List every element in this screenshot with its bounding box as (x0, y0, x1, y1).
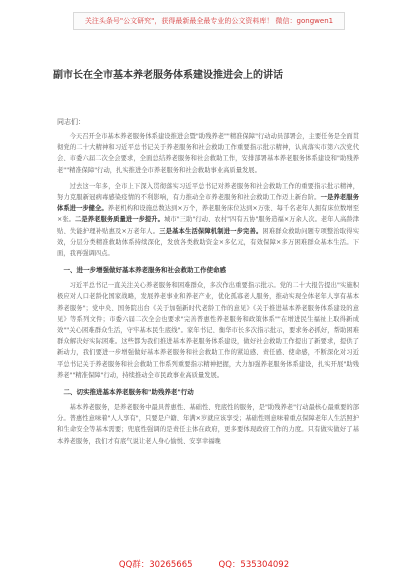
qq-contact-number: QQ：535304092 (218, 560, 290, 570)
paragraph-text: 城市"三助"行动、农村"四有五协"服务造福×万余人次。老年人高龄津贴、失能护理补贴惠及×万老年人。 (57, 216, 359, 235)
qq-group-number: QQ群：30265665 (118, 560, 193, 570)
section-heading-two: 二、切实推进基本养老服务和"助残养老"行动 (63, 388, 194, 397)
salutation: 同志们： (57, 118, 85, 126)
document-body (57, 131, 359, 452)
promo-banner[interactable] (73, 12, 345, 30)
contact-footer (0, 558, 408, 570)
paragraph-section-two: 基本养老服务，是养老服务中最具普惠性、基础性、兜底性的服务，是"助残养老"行动最核心最重要的部分。普惠性意味着"人人享有"，只要是户籍、年满×岁就应该享受；基础性则意味着重点保障老年人生活照护和生命安全等基本需要；兜底性强调的是责任主体在政府，更多要体现政府工作的力度。只有做实做好了基本养老服务，我们才有底气说让老人身心愉悦、安享幸福晚 (57, 404, 359, 445)
document-title: 副市长在全市基本养老服务体系建设推进会上的讲话 (53, 70, 283, 81)
paragraph-achievements (57, 181, 359, 259)
emphasis-point-one: 一是养老服务体系进一步健全。 (57, 194, 360, 213)
section-heading-one: 一、进一步增强做好基本养老服务和社会救助工作使命感 (63, 266, 226, 275)
emphasis-point-three: 三是基本生活保障机制进一步完善。 (159, 227, 263, 235)
paragraph-intro: 今天召开全市基本养老服务体系建设推进会暨"助残养老""精准保障"行动动员部署会，主要任务是全面贯彻党的二十大精神和习近平总书记关于养老服务和社会救助工作重要指示批示精神，认真落实市第六次党代会、市委六届二次全会要求，全面总结养老服务和社会救助工作，安排部署基本养老服务体系建设和"助残养老""精准保障"行动，扎实推进全市养老服务和社会救助事业高质量发展。 (57, 133, 359, 174)
paragraph-text: 困难群众救助问题专项整治取得实效，分层分类精准救助体系持续深化，发放各类救助资金×多亿元，有效保障×多万困难群众基本生活。下面，我再强调四点。 (57, 227, 360, 258)
paragraph-section-one: 习近平总书记一直关注关心养老服务和困难群众，多次作出重要指示批示。党的二十大报告提出"实施积极应对人口老龄化国家战略，发展养老事业和养老产业，优化孤寡老人服务，推动实现全体老年人享有基本养老服务"；党中央、国务院出台《关于加强新时代老龄工作的意见》《关于推进基本养老服务体系建设的意见》等系列文件；市委六届二次全会也要求"完善普惠性养老服务和政策体系""在增进民生福祉上取得新成效""关心困难群众生活，守牢基本民生底线"。家年书记、衡华市长多次指示批示，要求务必抓好，帮助困难群众解决好实际困难。这些都为我们推进基本养老服务体系建设，做好社会救助工作提出了新要求，提供了新动力，我们要进一步增强做好基本养老服务和社会救助工作的紧迫感、责任感、使命感，不断深化对习近平总书记关于养老服务和社会救助工作系列重要指示精神把握，大力加强养老服务体系建设，扎实开展"助残养老""精准保障"行动，持续推动全市民政事业高质量发展。 (57, 282, 359, 379)
promo-banner-text: 关注头条号"公文研究"，获得最新最全最专业的公文资料库！ 微信：gongwen1 (84, 17, 334, 25)
emphasis-point-two: 二是养老服务质量进一步提升。 (75, 216, 164, 224)
paragraph-text: 过去这一年多，全市上下深入贯彻落实习近平总书记对养老服务和社会救助工作的重要指示批示精神，努力克服新冠病毒感染疫情的不利影响，有力推动全市养老服务和社会救助工作迈上新台阶。 (57, 182, 359, 202)
paragraph-text: 养老机构和设施总数达到×万个，养老服务床位达到×万张、每千名老年人拥有床位数增至×张。 (57, 205, 359, 224)
